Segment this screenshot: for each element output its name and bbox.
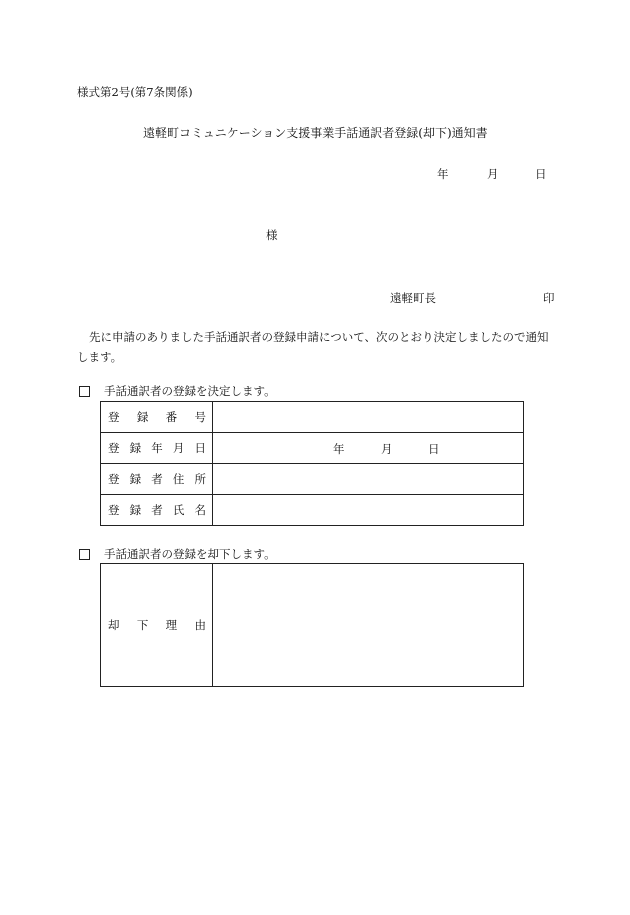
approval-label: 手話通訳者の登録を決定します。: [104, 384, 276, 398]
document-title: 遠軽町コミュニケーション支援事業手話通訳者登録(却下)通知書: [143, 126, 488, 140]
rejection-reason-field[interactable]: [213, 564, 523, 686]
table-row: [101, 464, 524, 495]
form-number: 様式第2号(第7条関係): [77, 85, 193, 99]
table-row: [101, 495, 524, 526]
registration-number-field[interactable]: [213, 402, 524, 433]
registration-date-label: 登 録 年 月 日: [101, 433, 213, 464]
registration-year-label: 年: [333, 442, 345, 456]
date-year-label: 年: [437, 167, 449, 181]
table-row: [101, 433, 524, 464]
approval-option[interactable]: [79, 383, 276, 399]
issuer-title: 遠軽町長: [390, 291, 436, 305]
seal-mark: 印: [543, 291, 555, 305]
registrant-address-label: 登 録 者 住 所: [101, 464, 213, 495]
registration-month-label: 月: [381, 442, 393, 456]
recipient-suffix: 様: [266, 228, 278, 242]
rejection-option[interactable]: [79, 546, 276, 562]
registrant-name-label: 登 録 者 氏 名: [101, 495, 213, 526]
registrant-name-field[interactable]: [213, 495, 524, 526]
approval-checkbox[interactable]: [79, 386, 90, 397]
rejection-reason-label: 却 下 理 由: [101, 564, 213, 686]
registration-number-label: 登 録 番 号: [101, 402, 213, 433]
registrant-address-field[interactable]: [213, 464, 524, 495]
rejection-table: [100, 563, 524, 687]
registration-day-label: 日: [428, 442, 440, 456]
registration-table: [100, 401, 524, 526]
rejection-checkbox[interactable]: [79, 549, 90, 560]
registration-date-field[interactable]: [213, 433, 524, 464]
table-row: [101, 402, 524, 433]
body-text: 先に申請のありました手話通訳者の登録申請について、次のとおり決定しましたので通知します。: [77, 330, 549, 364]
date-month-label: 月: [487, 167, 499, 181]
rejection-label: 手話通訳者の登録を却下します。: [104, 547, 276, 561]
date-day-label: 日: [535, 167, 547, 181]
